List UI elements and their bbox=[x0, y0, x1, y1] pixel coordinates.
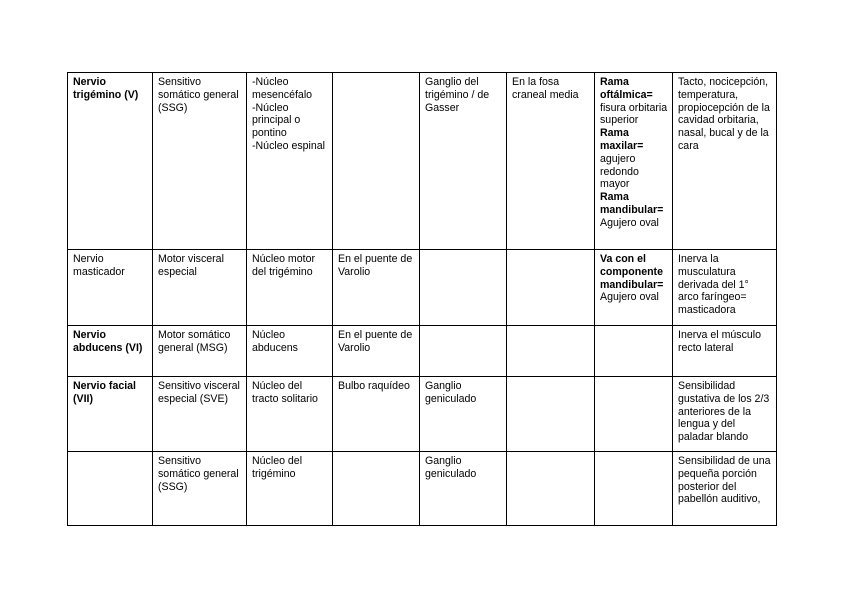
nucleus-cell: Núcleo del tracto solitario bbox=[247, 377, 333, 452]
innervation-cell: Sensibilidad de una pequeña porción posterior del pabellón auditivo, bbox=[673, 452, 777, 526]
innervation-cell: Inerva la musculatura derivada del 1° arco faríngeo= masticadora bbox=[673, 250, 777, 326]
ganglion-location-cell bbox=[507, 250, 595, 326]
table-row bbox=[68, 377, 777, 452]
table-row bbox=[68, 452, 777, 526]
exit-cell bbox=[595, 73, 673, 250]
table-row bbox=[68, 250, 777, 326]
function-cell: Motor somático general (MSG) bbox=[153, 326, 247, 377]
innervation-cell: Inerva el músculo recto lateral bbox=[673, 326, 777, 377]
location-cell: En el puente de Varolio bbox=[333, 250, 420, 326]
location-cell bbox=[333, 73, 420, 250]
exit-cell bbox=[595, 452, 673, 526]
ganglion-cell: Ganglio del trigémino / de Gasser bbox=[420, 73, 507, 250]
nucleus-cell: Núcleo abducens bbox=[247, 326, 333, 377]
table-row bbox=[68, 73, 777, 250]
innervation-cell: Sensibilidad gustativa de los 2/3 anteriores de la lengua y del paladar blando bbox=[673, 377, 777, 452]
cranial-nerves-table bbox=[67, 72, 777, 526]
nerve-cell: Nervio abducens (VI) bbox=[68, 326, 153, 377]
exit-foramen-text: fisura orbitaria superior bbox=[600, 101, 668, 127]
exit-foramen-text: Agujero oval bbox=[600, 291, 659, 304]
function-cell: Sensitivo visceral especial (SVE) bbox=[153, 377, 247, 452]
exit-foramen-text: agujero redondo mayor bbox=[600, 152, 639, 191]
ganglion-cell bbox=[420, 326, 507, 377]
ganglion-location-cell bbox=[507, 377, 595, 452]
ganglion-cell: Ganglio geniculado bbox=[420, 452, 507, 526]
exit-branch-label: Va con el componente mandibular= bbox=[600, 253, 664, 291]
exit-cell bbox=[595, 377, 673, 452]
nerve-cell: Nervio facial (VII) bbox=[68, 377, 153, 452]
exit-cell bbox=[595, 250, 673, 326]
function-cell: Sensitivo somático general (SSG) bbox=[153, 452, 247, 526]
location-cell: En el puente de Varolio bbox=[333, 326, 420, 377]
exit-branch-label: Rama mandibular= bbox=[600, 191, 664, 216]
ganglion-cell bbox=[420, 250, 507, 326]
nucleus-cell: Núcleo motor del trigémino bbox=[247, 250, 333, 326]
exit-foramen-text: Agujero oval bbox=[600, 216, 659, 229]
ganglion-cell: Ganglio geniculado bbox=[420, 377, 507, 452]
table-row bbox=[68, 326, 777, 377]
nerve-cell bbox=[68, 452, 153, 526]
exit-branch-label: Rama oftálmica= bbox=[600, 76, 653, 101]
location-cell: Bulbo raquídeo bbox=[333, 377, 420, 452]
nucleus-cell: -Núcleo mesencéfalo -Núcleo principal o pontino -Núcleo espinal bbox=[247, 73, 333, 250]
nerve-cell: Nervio masticador bbox=[68, 250, 153, 326]
nerve-cell: Nervio trigémino (V) bbox=[68, 73, 153, 250]
exit-branch-label: Rama maxilar= bbox=[600, 127, 644, 152]
function-cell: Sensitivo somático general (SSG) bbox=[153, 73, 247, 250]
ganglion-location-cell: En la fosa craneal media bbox=[507, 73, 595, 250]
nucleus-cell: Núcleo del trigémino bbox=[247, 452, 333, 526]
ganglion-location-cell bbox=[507, 452, 595, 526]
location-cell bbox=[333, 452, 420, 526]
function-cell: Motor visceral especial bbox=[153, 250, 247, 326]
innervation-cell: Tacto, nocicepción, temperatura, propiocepción de la cavidad orbitaria, nasal, bucal y de la cara bbox=[673, 73, 777, 250]
ganglion-location-cell bbox=[507, 326, 595, 377]
exit-cell bbox=[595, 326, 673, 377]
